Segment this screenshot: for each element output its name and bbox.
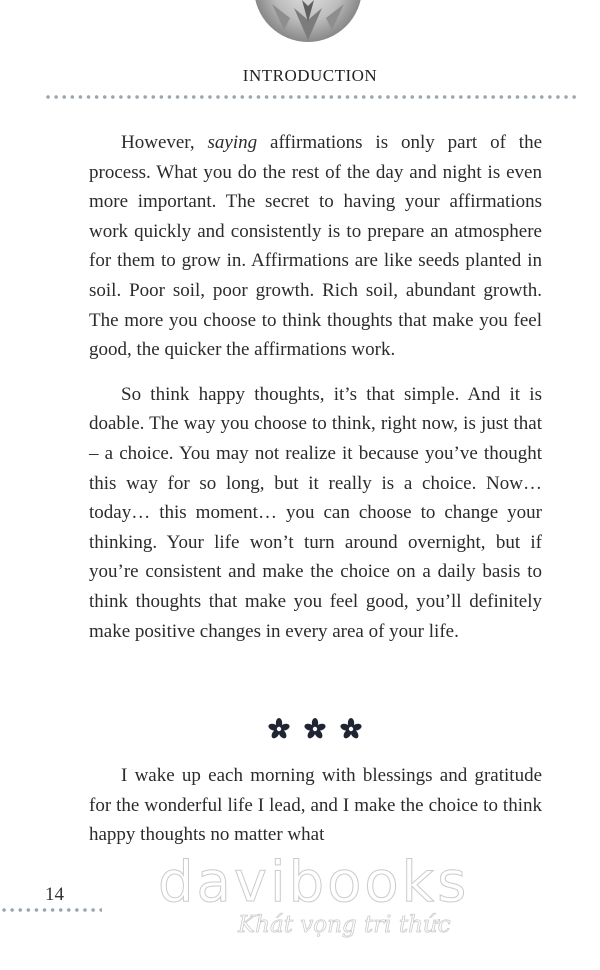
emphasis-word: saying	[207, 132, 258, 153]
flower-icon	[268, 718, 290, 740]
page-number: 14	[45, 884, 64, 905]
body-text	[89, 128, 542, 646]
body-text-continued	[89, 761, 542, 850]
paragraph: So think happy thoughts, it’s that simple. And it is doable. The way you choose to think, right now, is just that – a choice. You may not realize it because you’ve thought this way for so long, but it really is a choice. Now… today… this moment… you can choose to change your thinking. Your life won’t turn around overnight, but if you’re consistent and make the choice on a daily basis to think thoughts that make you feel good, you’ll definitely make positive changes in every area of your life.	[89, 383, 542, 642]
footer-dotted-divider	[0, 907, 102, 913]
dotted-divider	[44, 94, 580, 100]
paragraph: I wake up each morning with blessings and gratitude for the wonderful life I lead, and I make the choice to think happy thoughts no matter what	[89, 765, 542, 846]
watermark-tagline: Khát vọng tri thức	[238, 912, 451, 938]
page-header-title: INTRODUCTION	[242, 66, 378, 85]
top-ornament-image	[254, 0, 362, 42]
flower-icon	[340, 718, 362, 740]
section-separator	[268, 718, 368, 742]
watermark-brand: davibooks	[158, 850, 470, 915]
leaf-ornament-icon	[254, 0, 362, 42]
flower-icon	[304, 718, 326, 740]
paragraph: However, saying affirmations is only part of the process. What you do the rest of the day and night is even more important. The secret to having your affirmations work quickly and consistently is to prepare an atmosphere for them to grow in. Affirmations are like seeds planted in soil. Poor soil, poor growth. Rich soil, abundant growth. The more you choose to think thoughts that make you feel good, the quicker the affirmations work.	[89, 132, 542, 361]
